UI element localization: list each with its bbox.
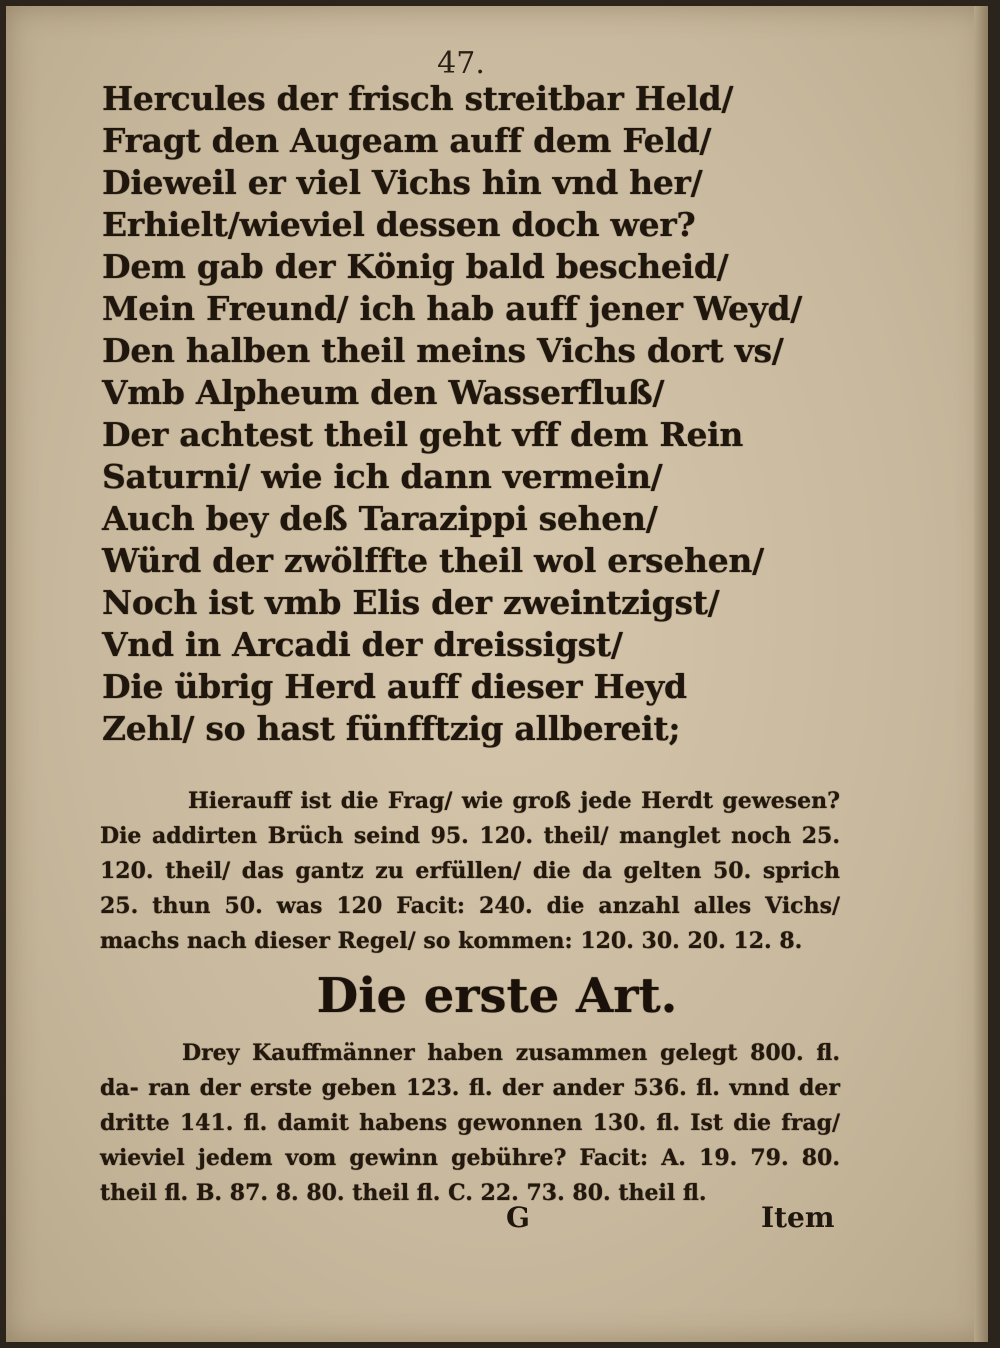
verse-line: Vnd in Arcadi der dreissigst/: [102, 625, 623, 664]
problem-paragraph: Drey Kauffmänner haben zusammen gelegt 800. fl. da- ran der erste geben 123. fl. der ander 536. fl. vnnd der dritte 141. fl. damit habens gewonnen 130. fl. Ist die frag/ wieviel jedem vom gewinn gebühre? Facit: A. 19. 79. 80. theil fl. B. 87. 8. 80. theil fl. C. 22. 73. 80. theil fl.: [100, 1040, 840, 1206]
verse-line: Vmb Alpheum den Wasserfluß/: [102, 373, 665, 412]
catchword: Item: [761, 1201, 835, 1234]
page-edge: [974, 6, 988, 1342]
section-heading: Die erste Art.: [316, 968, 678, 1024]
verse-line: Noch ist vmb Elis der zweintzigst/: [102, 583, 720, 622]
signature-mark: G: [506, 1201, 530, 1234]
verse-line: Erhielt/wieviel dessen doch wer?: [102, 205, 696, 244]
verse-line: Saturni/ wie ich dann vermein/: [102, 457, 663, 496]
solution-paragraph: Hierauff ist die Frag/ wie groß jede Herdt gewesen? Die addirten Brüch seind 95. 120. theil/ manglet noch 25. 120. theil/ das gantz zu erfüllen/ die da gelten 50. sprich 25. thun 50. was 120 Facit: 240. die anzahl alles Vichs/ machs nach dieser Regel/ so kommen: 120. 30. 20. 12. 8.: [100, 788, 840, 954]
verse-line: Fragt den Augeam auff dem Feld/: [102, 121, 712, 160]
book-page: [6, 6, 988, 1342]
verse-block: [102, 78, 842, 750]
verse-line: Zehl/ so hast fünfftzig allbereit;: [102, 709, 681, 748]
verse-line: Der achtest theil geht vff dem Rein: [102, 415, 744, 454]
verse-line: Dem gab der König bald bescheid/: [102, 247, 729, 286]
verse-line: Den halben theil meins Vichs dort vs/: [102, 331, 784, 370]
page-number: 47.: [437, 46, 485, 81]
verse-line: Auch bey deß Tarazippi sehen/: [102, 499, 658, 538]
verse-line: Mein Freund/ ich hab auff jener Weyd/: [102, 289, 803, 328]
verse-line: Die übrig Herd auff dieser Heyd: [102, 667, 687, 706]
verse-line: Dieweil er viel Vichs hin vnd her/: [102, 163, 703, 202]
verse-line: Hercules der frisch streitbar Held/: [102, 79, 734, 118]
verse-line: Würd der zwölffte theil wol ersehen/: [102, 541, 764, 580]
